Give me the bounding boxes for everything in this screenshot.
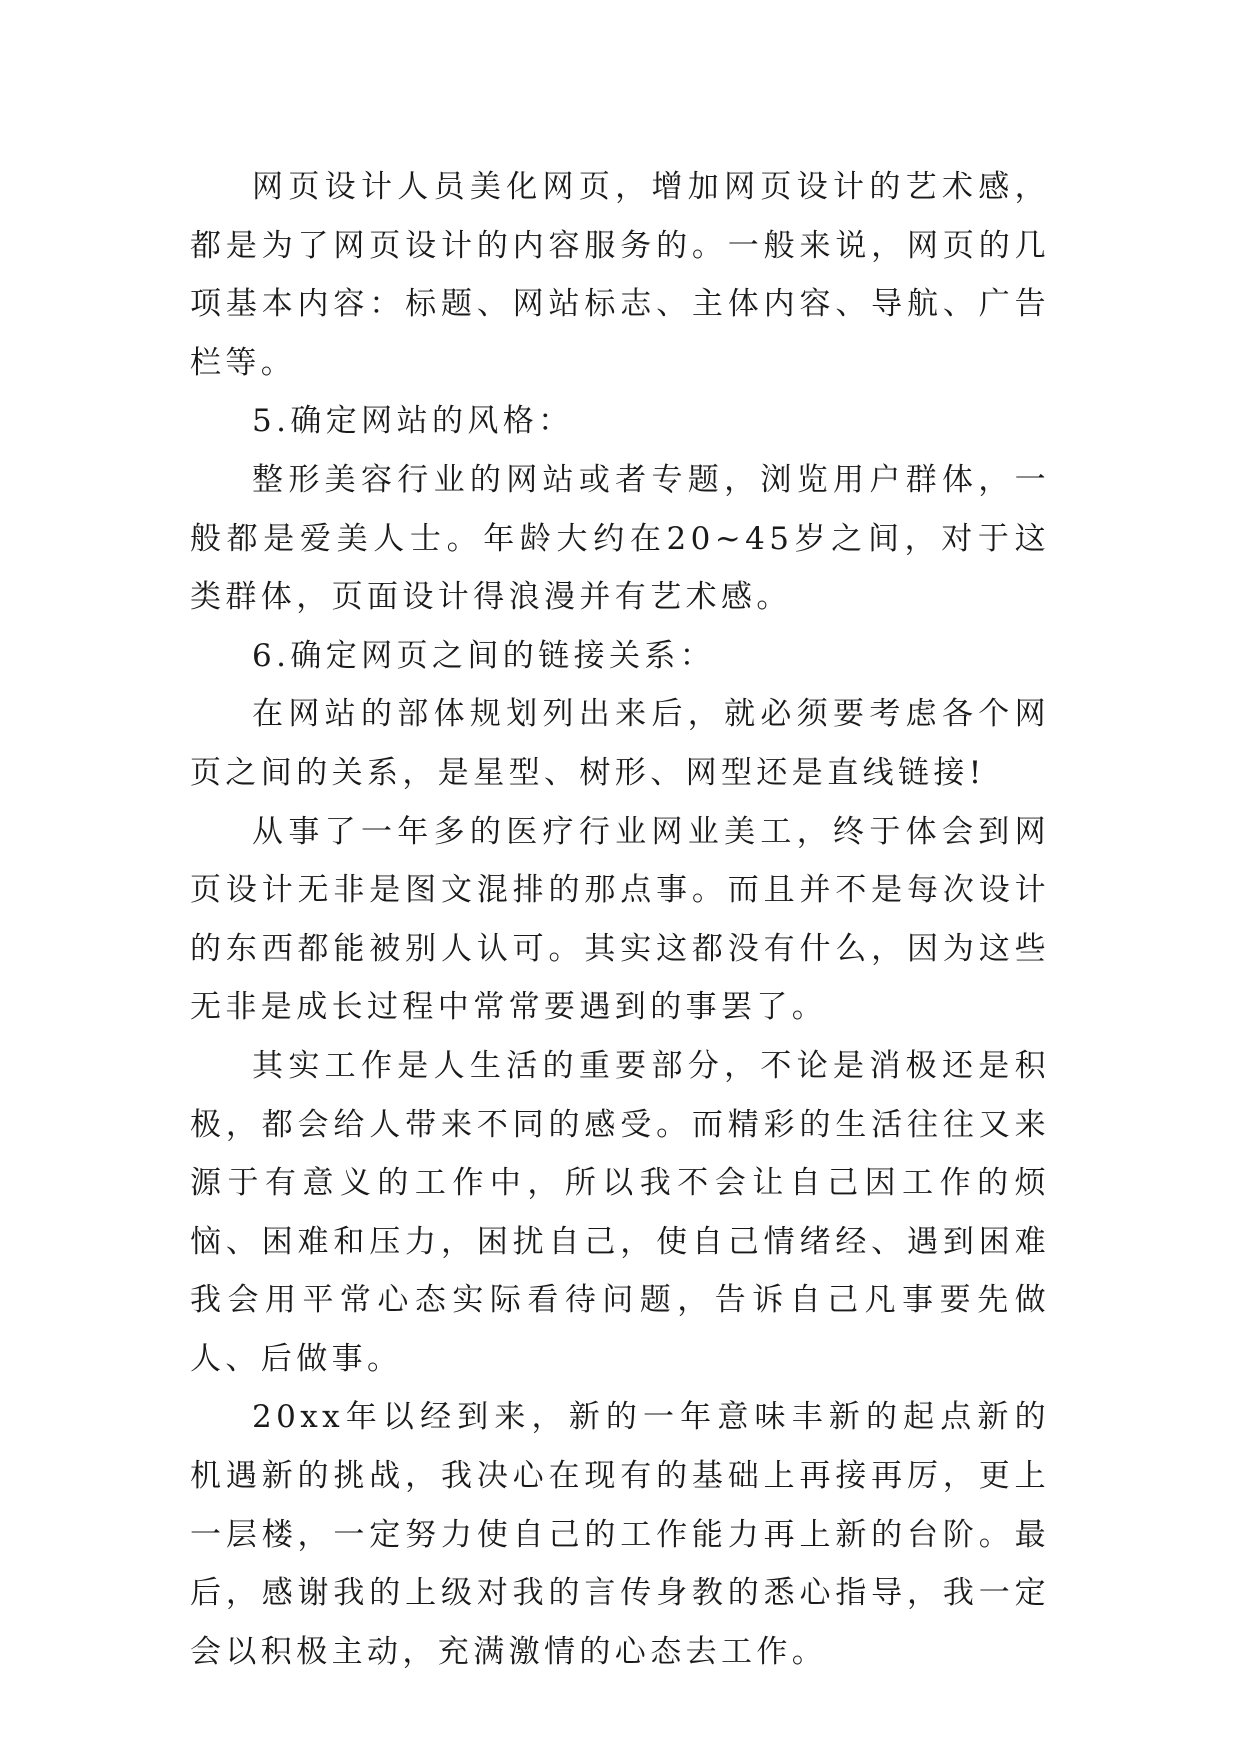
paragraph-page-links: 在网站的部体规划列出来后，就必须要考虑各个网页之间的关系，是星型、树形、网型还是直线链接!	[190, 696, 1050, 791]
paragraph-website-style: 整形美容行业的网站或者专题，浏览用户群体，一般都是爱美人士。年龄大约在20~45岁之间，对于这类群体，页面设计得浪漫并有艺术感。	[190, 461, 1050, 616]
paragraph-new-year: 20xx年以经到来，新的一年意味丰新的起点新的机遇新的挑战，我决心在现有的基础上再接再厉，更上一层楼，一定努力使自己的工作能力再上新的台阶。最后，感谢我的上级对我的言传身教的悉心指导，我一定会以积极主动，充满激情的心态去工作。	[190, 1399, 1050, 1670]
heading-website-style: 5.确定网站的风格：	[252, 403, 574, 440]
paragraph-work-life: 其实工作是人生活的重要部分，不论是消极还是积极，都会给人带来不同的感受。而精彩的生活往往又来源于有意义的工作中，所以我不会让自己因工作的烦恼、困难和压力，困扰自己，使自己情绪经、遇到困难我会用平常心态实际看待问题，告诉自己凡事要先做人、后做事。	[190, 1047, 1050, 1377]
paragraph-experience: 从事了一年多的医疗行业网业美工，终于体会到网页设计无非是图文混排的那点事。而且并不是每次设计的东西都能被别人认可。其实这都没有什么，因为这些无非是成长过程中常常要遇到的事罢了。	[190, 813, 1050, 1026]
heading-page-links: 6.确定网页之间的链接关系：	[252, 637, 716, 674]
document-body	[190, 158, 1050, 1681]
paragraph-design-content: 网页设计人员美化网页，增加网页设计的艺术感，都是为了网页设计的内容服务的。一般来说，网页的几项基本内容：标题、网站标志、主体内容、导航、广告栏等。	[190, 169, 1050, 381]
